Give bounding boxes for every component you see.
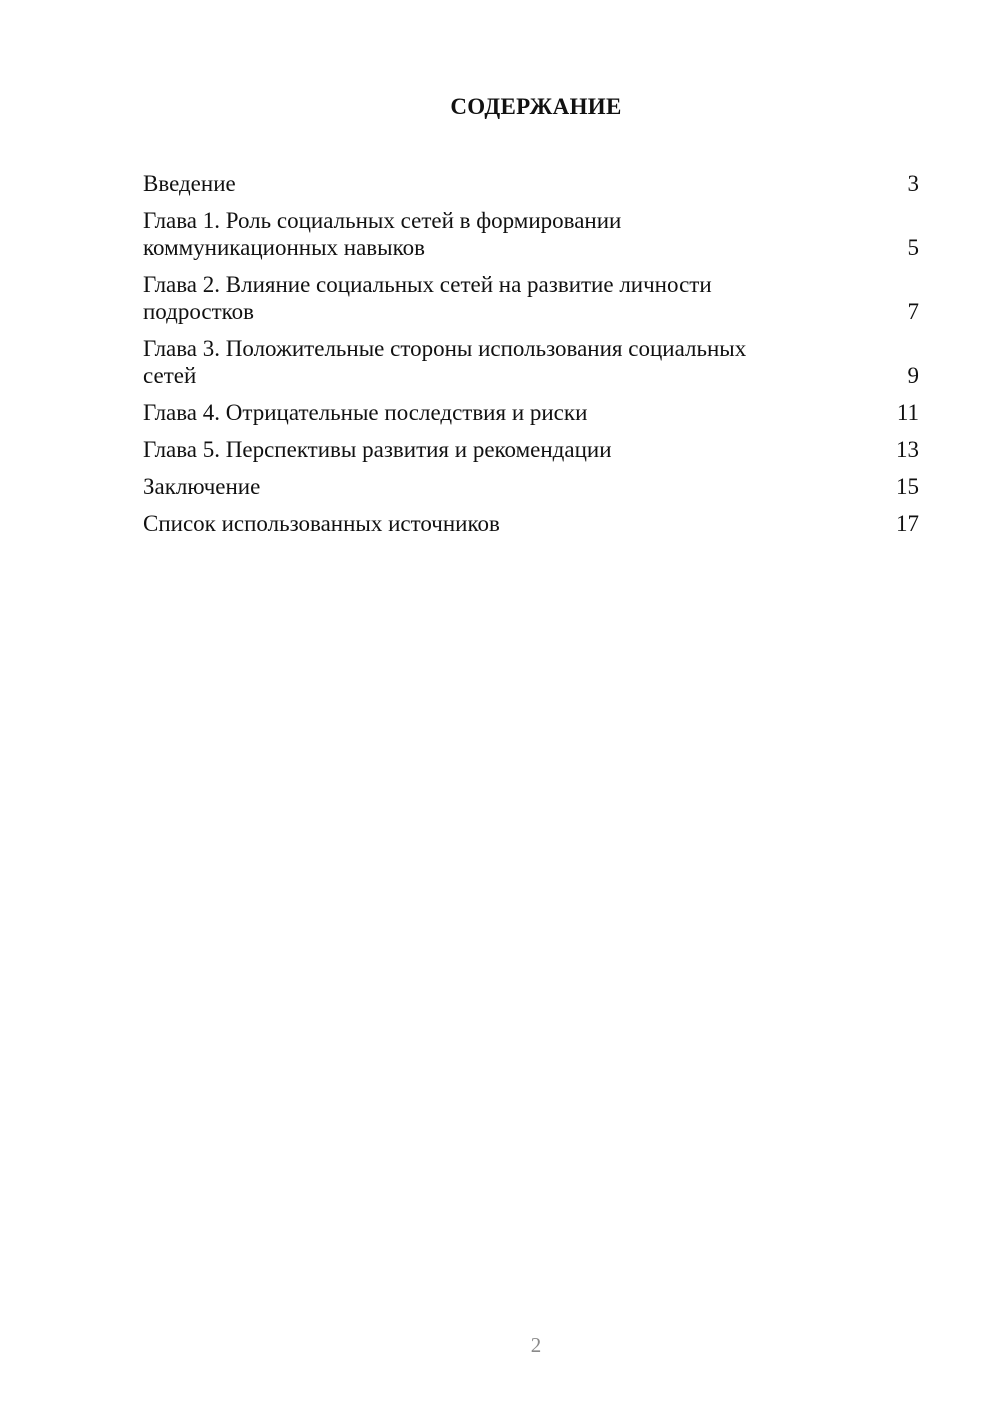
toc-entry	[143, 436, 919, 463]
toc-entry-page: 3	[907, 171, 919, 196]
toc-entry	[143, 510, 919, 537]
toc-entry-label: Введение	[143, 171, 236, 196]
toc-entry-page: 15	[896, 474, 919, 499]
toc-entry-page: 13	[896, 437, 919, 462]
toc-entry-label: Глава 3. Положительные стороны использования социальных сетей	[143, 336, 747, 388]
toc-entry-label: Глава 4. Отрицательные последствия и риски	[143, 400, 588, 425]
toc-entry-page: 11	[896, 400, 919, 425]
toc-entry-page: 17	[896, 511, 919, 536]
toc-entry-label: Глава 5. Перспективы развития и рекомендации	[143, 437, 612, 462]
page-number: 2	[530, 1333, 542, 1357]
toc-entry-page: 7	[907, 299, 919, 324]
toc-entry-label: Список использованных источников	[143, 511, 500, 536]
page-title: СОДЕРЖАНИЕ	[450, 94, 622, 119]
toc-entry-page: 9	[907, 363, 919, 388]
table-of-contents	[143, 170, 919, 547]
toc-entry	[143, 207, 919, 261]
toc-entry	[143, 170, 919, 197]
toc-entry	[143, 399, 919, 426]
toc-entry-label: Глава 1. Роль социальных сетей в формировании коммуникационных навыков	[143, 208, 622, 260]
toc-entry	[143, 271, 919, 325]
toc-entry	[143, 335, 919, 389]
toc-entry	[143, 473, 919, 500]
toc-entry-label: Глава 2. Влияние социальных сетей на развитие личности подростков	[143, 272, 712, 324]
toc-entry-label: Заключение	[143, 474, 261, 499]
toc-entry-page: 5	[907, 235, 919, 260]
